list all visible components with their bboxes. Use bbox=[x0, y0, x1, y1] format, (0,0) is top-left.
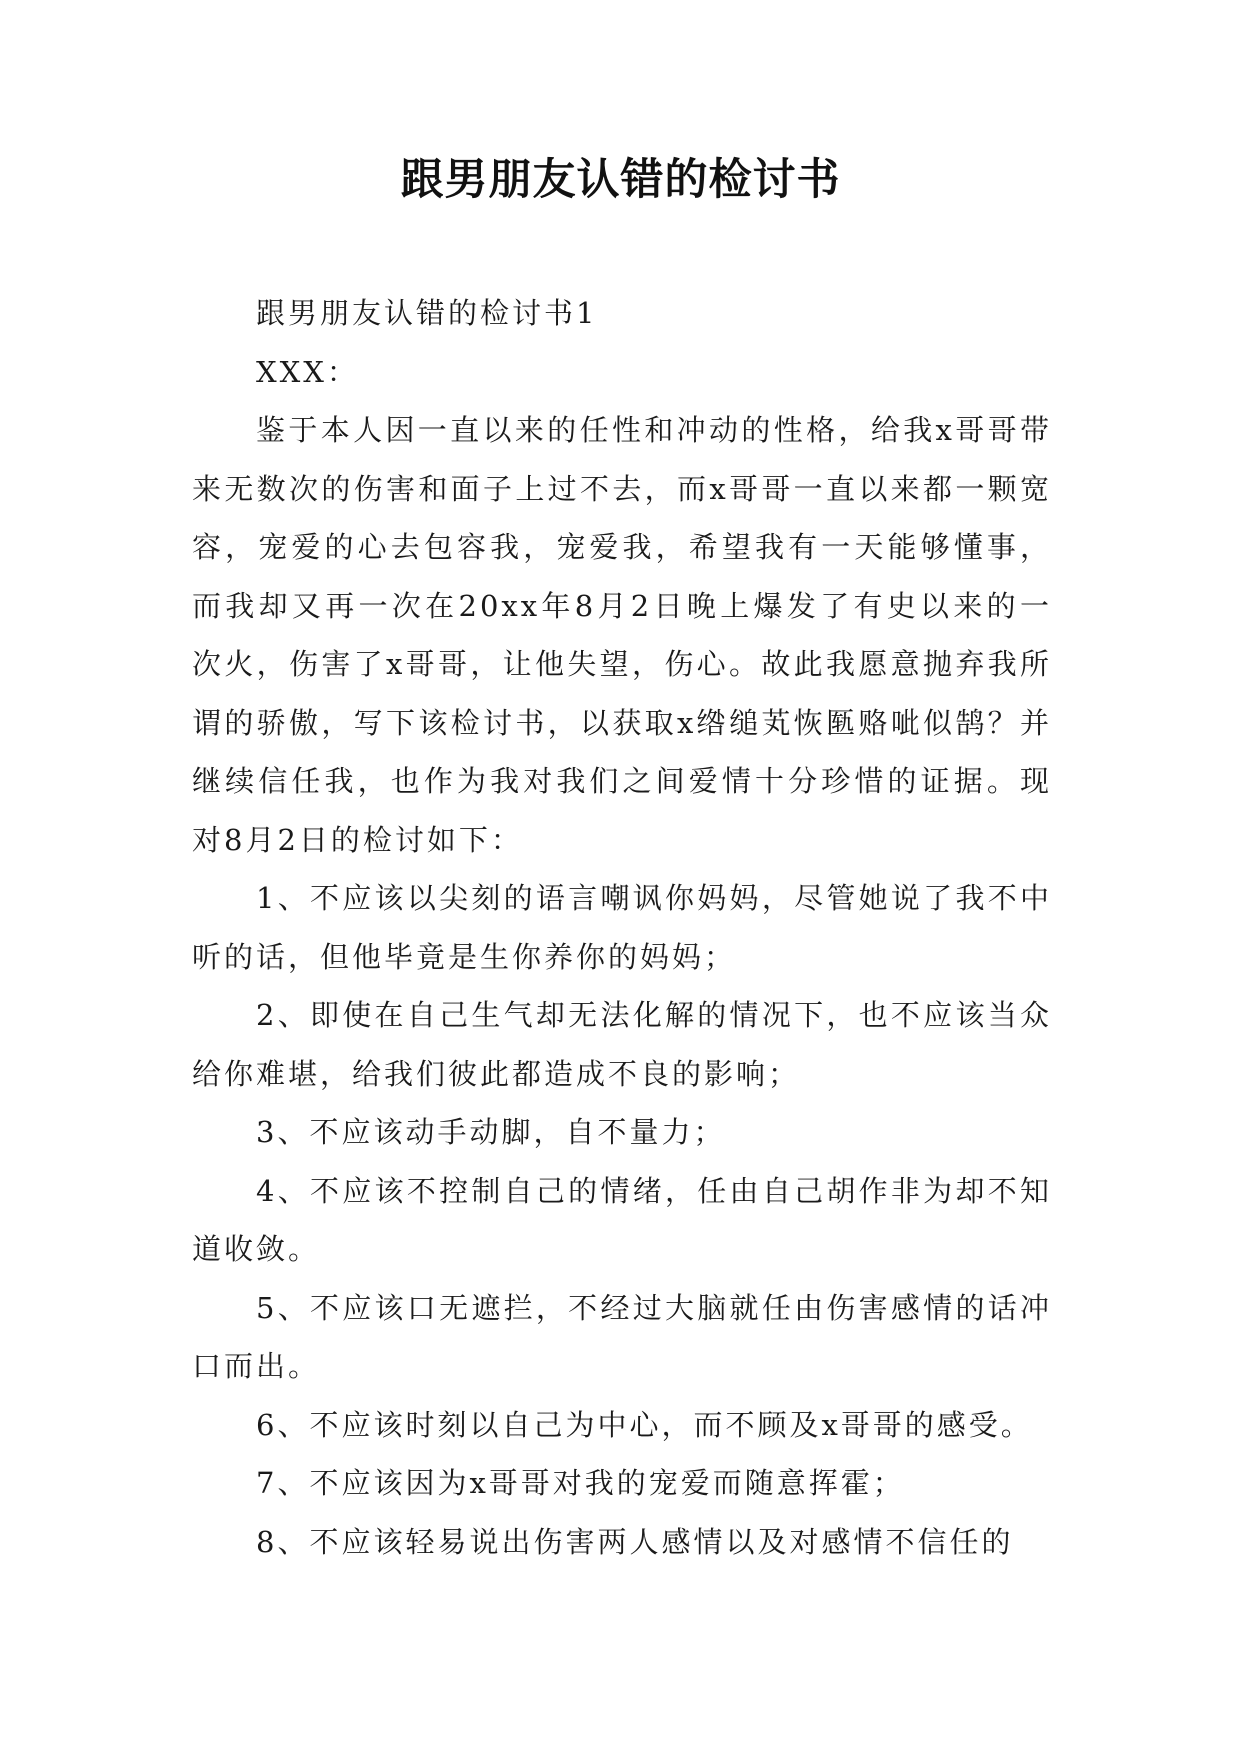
list-item-6: 6、不应该时刻以自己为中心，而不顾及x哥哥的感受。 bbox=[256, 1407, 1033, 1442]
document-title: 跟男朋友认错的检讨书 bbox=[400, 155, 841, 205]
list-item-1: 1、不应该以尖刻的语言嘲讽你妈妈，尽管她说了我不中听的话，但他毕竟是生你养你的妈妈； bbox=[192, 881, 1052, 974]
list-item-4: 4、不应该不控制自己的情绪，任由自己胡作非为却不知道收敛。 bbox=[192, 1173, 1052, 1266]
paragraph-subtitle: 跟男朋友认错的检讨书1 bbox=[256, 296, 598, 330]
document-body bbox=[192, 284, 1052, 1571]
list-item-7: 7、不应该因为x哥哥对我的宠爱而随意挥霍； bbox=[256, 1466, 905, 1500]
list-item-5: 5、不应该口无遮拦，不经过大脑就任由伤害感情的话冲口而出。 bbox=[192, 1290, 1052, 1383]
paragraph-intro: 鉴于本人因一直以来的任性和冲动的性格，给我x哥哥带来无数次的伤害和面子上过不去，而x哥哥一直以来都一颗宽容，宠爱的心去包容我，宠爱我，希望我有一天能够懂事，而我却又再一次在20xx年8月2日晚上爆发了有史以来的一次火，伤害了x哥哥，让他失望，伤心。故此我愿意抛弃我所谓的骄傲，写下该检讨书，以获取x绺缒芄恢匦赂呲似鹄？并继续信任我，也作为我对我们之间爱情十分珍惜的证据。现对8月2日的检讨如下： bbox=[192, 413, 1052, 857]
list-item-8: 8、不应该轻易说出伤害两人感情以及对感情不信任的 bbox=[256, 1524, 1014, 1559]
paragraph-salutation: XXX： bbox=[256, 354, 359, 389]
list-item-2: 2、即使在自己生气却无法化解的情况下，也不应该当众给你难堪，给我们彼此都造成不良的影响； bbox=[192, 998, 1052, 1091]
list-item-3: 3、不应该动手动脚，自不量力； bbox=[256, 1115, 726, 1149]
